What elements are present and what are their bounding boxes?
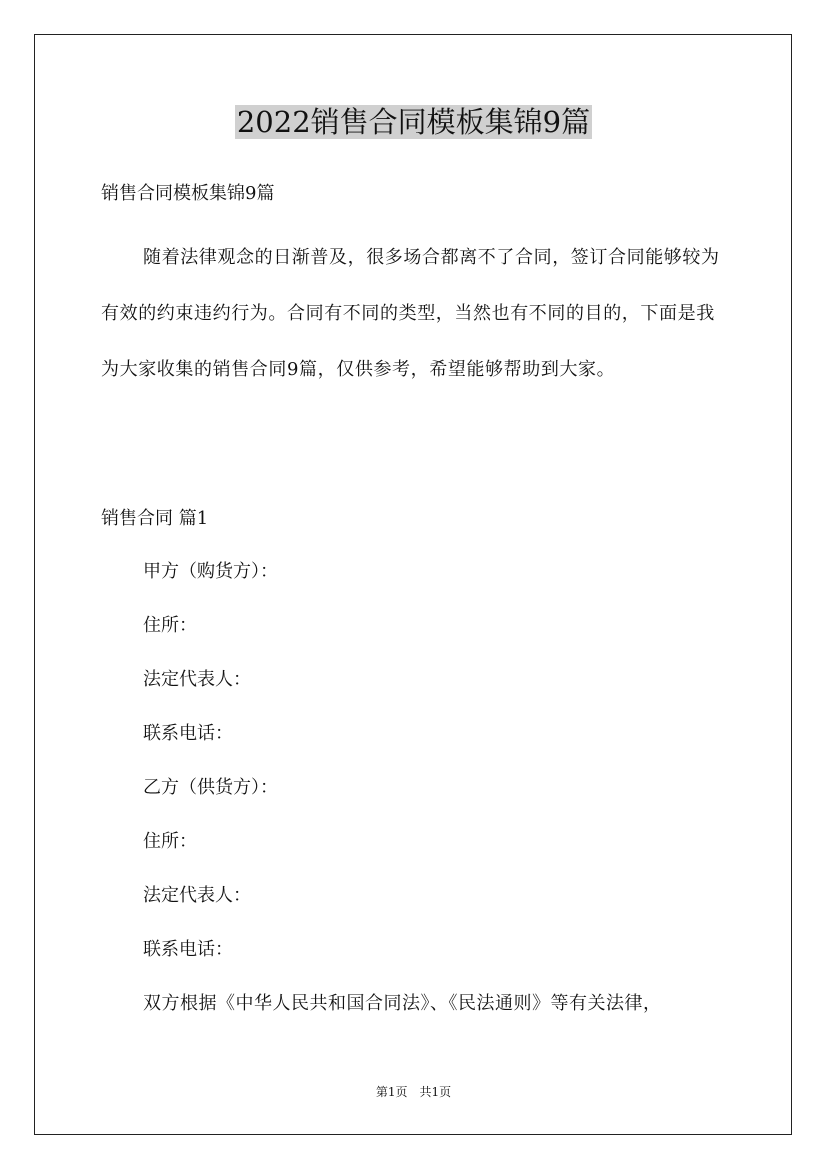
field-buyer-party: 甲方（购货方）： [143,561,278,582]
document-title [0,102,827,142]
document-subtitle: 销售合同模板集锦9篇 [101,183,275,204]
field-seller-address: 住所： [143,831,197,852]
page-number-footer: 第1页 共1页 [375,1085,452,1099]
document-title-text: 2022销售合同模板集锦9篇 [236,105,591,139]
field-seller-legal-rep: 法定代表人： [143,885,251,906]
contract-field-list [143,558,278,990]
intro-paragraph: 随着法律观念的日渐普及，很多场合都离不了合同，签订合同能够较为有效的约束违约行为。合同有不同的类型，当然也有不同的目的，下面是我为大家收集的销售合同9篇，仅供参考，希望能够帮助到大家。 [101,247,720,380]
closing-paragraph: 双方根据《中华人民共和国合同法》、《民法通则》等有关法律， [143,993,662,1014]
field-seller-phone: 联系电话： [143,939,233,960]
field-buyer-phone: 联系电话： [143,723,233,744]
field-buyer-address: 住所： [143,615,197,636]
field-seller-party: 乙方（供货方）： [143,777,278,798]
field-buyer-legal-rep: 法定代表人： [143,669,251,690]
section-heading: 销售合同 篇1 [101,508,209,529]
